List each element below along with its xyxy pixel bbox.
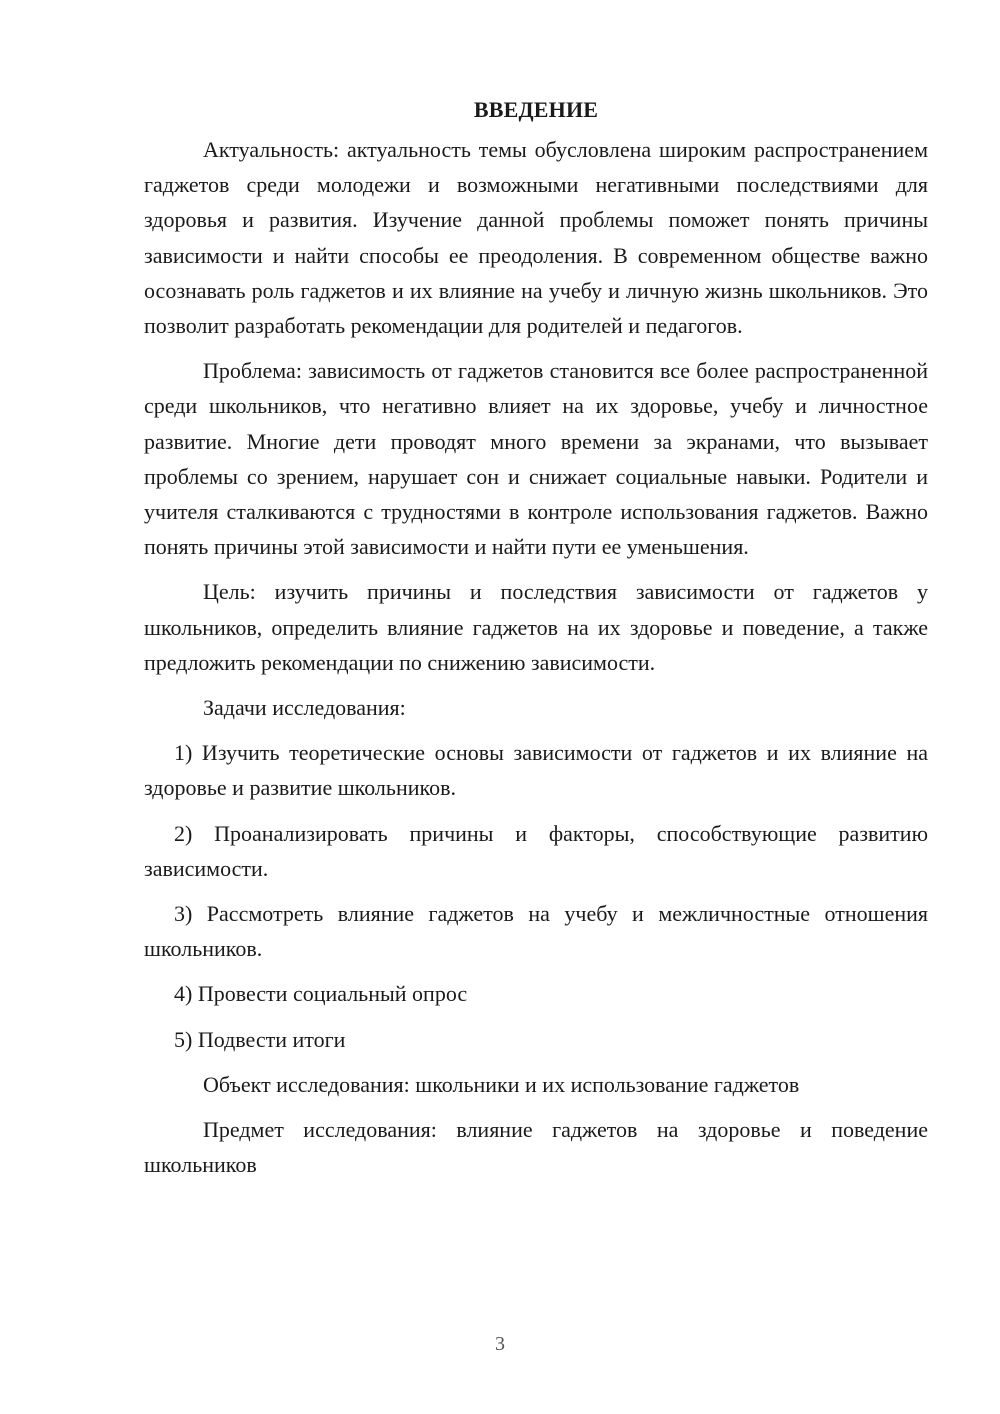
paragraph-goal: Цель: изучить причины и последствия зависимости от гаджетов у школьников, определить влияние гаджетов на их здоровье и поведение, а также предложить рекомендации по снижению зависимости. bbox=[144, 579, 928, 675]
tasks-heading: Задачи исследования: bbox=[203, 695, 406, 721]
paragraph-object: Объект исследования: школьники и их использование гаджетов bbox=[203, 1071, 800, 1097]
paragraph-subject: Предмет исследования: влияние гаджетов на здоровье и поведение школьников bbox=[144, 1117, 928, 1178]
task-item-4: 4) Провести социальный опрос bbox=[174, 981, 468, 1007]
paragraph-problem: Проблема: зависимость от гаджетов становится все более распространенной среди школьников, что негативно влияет на их здоровье, учебу и личностное развитие. Многие дети проводят много времени за экранами, что вызывает проблемы со зрением, нарушает сон и снижает социальные навыки. Родители и учителя сталкиваются с трудностями в контроле использования гаджетов. Важно понять причины этой зависимости и найти пути ее уменьшения. bbox=[144, 358, 928, 560]
paragraph-relevance: Актуальность: актуальность темы обусловлена широким распространением гаджетов среди молодежи и возможными негативными последствиями для здоровья и развития. Изучение данной проблемы поможет понять причины зависимости и найти способы ее преодоления. В современном обществе важно осознавать роль гаджетов и их влияние на учебу и личную жизнь школьников. Это позволит разработать рекомендации для родителей и педагогов. bbox=[144, 137, 928, 339]
task-item-5: 5) Подвести итоги bbox=[174, 1026, 346, 1052]
task-item-3: 3) Рассмотреть влияние гаджетов на учебу и межличностные отношения школьников. bbox=[144, 901, 928, 962]
task-item-2: 2) Проанализировать причины и факторы, способствующие развитию зависимости. bbox=[144, 820, 928, 881]
task-item-1: 1) Изучить теоретические основы зависимости от гаджетов и их влияние на здоровье и развитие школьников. bbox=[144, 740, 928, 801]
page-number: 3 bbox=[495, 1333, 505, 1355]
document-body bbox=[144, 92, 928, 1192]
page-title: ВВЕДЕНИЕ bbox=[473, 97, 599, 122]
